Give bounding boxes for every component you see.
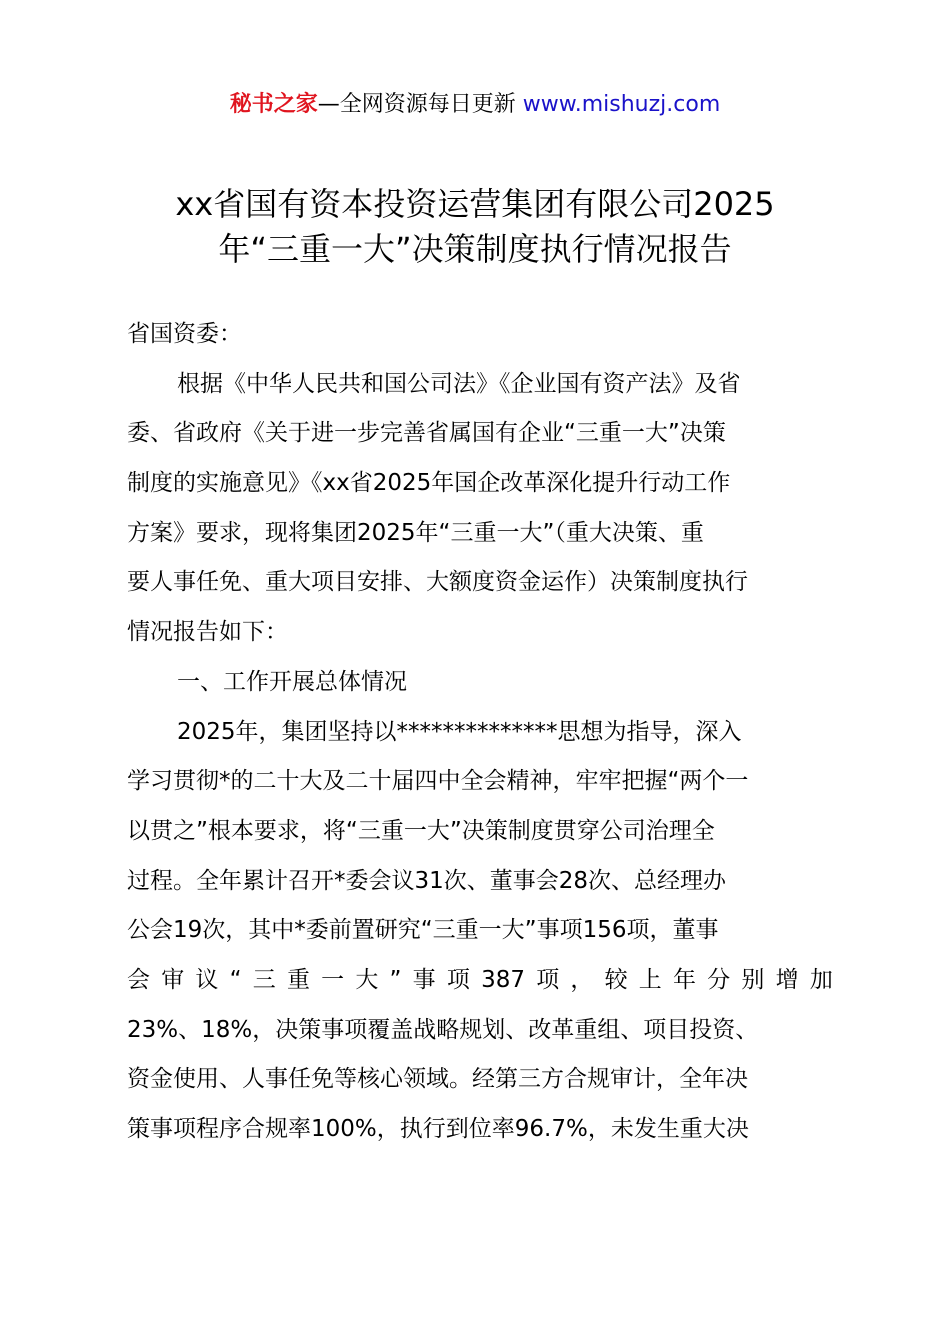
spaced-token: “ bbox=[229, 966, 242, 993]
spaced-token: 项 bbox=[536, 966, 560, 993]
paragraph-line: 公会19次，其中*委前置研究“三重一大”事项156项，董事 bbox=[127, 917, 719, 944]
paragraph-line: 方案》要求，现将集团2025年“三重一大”（重大决策、重 bbox=[127, 519, 704, 546]
spaced-token: 议 bbox=[195, 966, 219, 993]
paragraph-line: 策事项程序合规率100%，执行到位率96.7%，未发生重大决 bbox=[127, 1116, 749, 1142]
spaced-token: 大 bbox=[355, 966, 379, 993]
paragraph-line: 委、省政府《关于进一步完善省属国有企业“三重一大”决策 bbox=[127, 420, 726, 447]
document-title bbox=[100, 182, 850, 272]
header-slogan: —全网资源每日更新 bbox=[317, 92, 523, 117]
spaced-token: 分 bbox=[707, 966, 731, 993]
spaced-token: 重 bbox=[286, 966, 310, 993]
spaced-token: 387 bbox=[481, 966, 525, 993]
document-body bbox=[127, 310, 833, 1155]
spaced-token: 三 bbox=[252, 966, 276, 993]
spaced-token: 一 bbox=[321, 966, 345, 993]
paragraph-line: 过程。全年累计召开*委会议31次、董事会28次、总经理办 bbox=[127, 867, 727, 894]
spaced-token: ， bbox=[570, 966, 594, 993]
brand-name: 秘书之家 bbox=[229, 92, 318, 117]
spaced-token: 较 bbox=[604, 966, 628, 993]
site-header bbox=[0, 88, 950, 122]
paragraph-line: 23%、18%，决策事项覆盖战略规划、改革重组、项目投资、 bbox=[127, 1016, 759, 1043]
spaced-token: 审 bbox=[161, 966, 185, 993]
paragraph-line: 2025年，集团坚持以**************思想为指导，深入 bbox=[177, 718, 742, 745]
section-heading: 一、工作开展总体情况 bbox=[177, 668, 407, 695]
salutation: 省国资委： bbox=[127, 321, 242, 347]
spaced-token: ” bbox=[389, 966, 402, 993]
spaced-token: 上 bbox=[638, 966, 662, 993]
spaced-token: 加 bbox=[809, 966, 833, 993]
paragraph-line: 根据《中华人民共和国公司法》《企业国有资产法》及省 bbox=[177, 370, 741, 397]
paragraph-line: 以贯之”根本要求，将“三重一大”决策制度贯穿公司治理全 bbox=[127, 817, 715, 844]
spaced-token: 事 bbox=[412, 966, 436, 993]
site-url-link[interactable]: www.mishuzj.com bbox=[522, 92, 721, 117]
paragraph-line: 情况报告如下： bbox=[127, 619, 288, 646]
title-line-1: xx省国有资本投资运营集团有限公司2025 bbox=[175, 185, 775, 223]
spaced-token: 别 bbox=[741, 966, 765, 993]
spaced-token: 项 bbox=[446, 966, 470, 993]
paragraph-line: 要人事任免、重大项目安排、大额度资金运作）决策制度执行 bbox=[127, 569, 748, 596]
paragraph-line: 资金使用、人事任免等核心领域。经第三方合规审计，全年决 bbox=[127, 1066, 748, 1093]
paragraph-line: 制度的实施意见》《xx省2025年国企改革深化提升行动工作 bbox=[127, 470, 731, 497]
title-line-2: 年“三重一大”决策制度执行情况报告 bbox=[218, 230, 732, 268]
spaced-token: 年 bbox=[673, 966, 696, 993]
paragraph-line: 学习贯彻*的二十大及二十届四中全会精神，牢牢把握“两个一 bbox=[127, 768, 749, 795]
justified-paragraph-line bbox=[127, 956, 833, 1006]
spaced-token: 增 bbox=[775, 966, 799, 993]
spaced-token: 会 bbox=[127, 966, 150, 993]
